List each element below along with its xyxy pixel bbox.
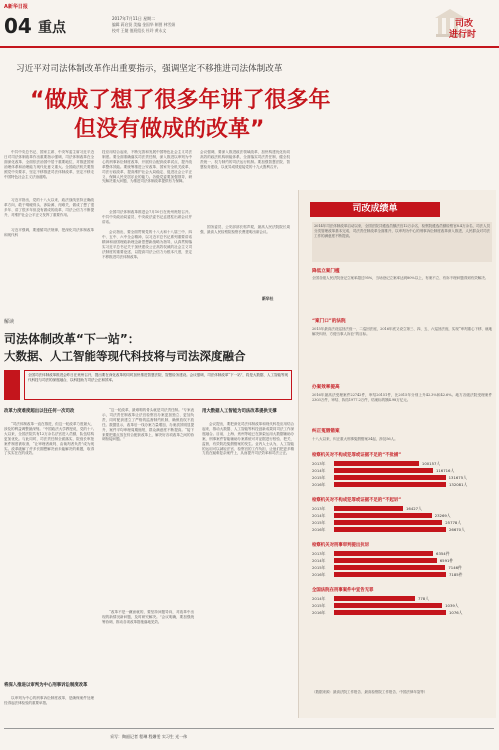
bar bbox=[334, 468, 433, 473]
bar-value-label: 131675人 bbox=[448, 474, 467, 480]
bar-category-label: 2016年 bbox=[312, 609, 326, 615]
editor-line-2: 校对 王婕 值班组长 杜玲 黄永文 bbox=[112, 28, 167, 33]
sidebar-text-2: 2015年最高法设巡回法庭一、二巡回法庭，2016年底又设立第三、四、五、六巡回法庭，实现“审判重心下移、就地解决纠纷、方便当事人诉讼”的目标。 bbox=[312, 327, 492, 336]
bar bbox=[334, 520, 442, 525]
footer-rule bbox=[4, 728, 494, 729]
bar-value-label: 1039人 bbox=[445, 602, 459, 608]
bar-category-label: 2016年 bbox=[312, 526, 326, 532]
page-number: 04 bbox=[4, 14, 32, 38]
bar bbox=[334, 572, 446, 577]
lead-body-col3: 会议强调，要深入推进政法领域改革，加快构建优化协同高效的政法机构职能体系，全面落实司法责任制，健全权责统一、权力制约的司法运行机制。要加强智慧法院、智慧检务建设，以优异成绩迎接党的十九大胜利召开。 bbox=[200, 150, 290, 169]
summary-accent bbox=[4, 370, 20, 400]
bar-category-label: 2014年 bbox=[312, 512, 326, 518]
sidebar-charts bbox=[312, 452, 494, 688]
bar-value-label: 132081人 bbox=[449, 481, 468, 487]
bar bbox=[334, 513, 432, 518]
chart-source: （数据来源：最高法院工作报告、最高检察院工作报告、中国法律年鉴等） bbox=[312, 690, 428, 694]
bar-category-label: 2013年 bbox=[312, 460, 326, 466]
bar bbox=[334, 482, 446, 487]
lead-kicker: 习近平对司法体制改革作出重要指示，强调坚定不移推进司法体制改革 bbox=[16, 64, 283, 74]
second-headline-line1: 司法体制改革“下一站”： bbox=[4, 332, 140, 346]
date-line: 2017年7月11日 星期二 bbox=[112, 16, 156, 21]
bar-category-label: 2014年 bbox=[312, 595, 326, 601]
bar-value-label: 16427人 bbox=[405, 505, 422, 511]
bar-value-label: 23269人 bbox=[434, 512, 451, 518]
bar-value-label: 1076人 bbox=[449, 609, 463, 615]
second-headline-line2: 大数据、人工智能等现代科技将与司法深度融合 bbox=[4, 349, 246, 363]
column-logo-line2: 进行时 bbox=[449, 30, 477, 40]
bar-category-label: 2016年 bbox=[312, 571, 326, 577]
bar bbox=[334, 610, 446, 615]
lead-body-col2b: 全国司法体制改革推进会7月10日在贵州贵阳召开。中共中央政治局委员、中央政法委书记孟建柱出席会议并讲话。 bbox=[102, 210, 192, 224]
bar-value-label: 25778人 bbox=[445, 519, 462, 525]
bar bbox=[334, 565, 445, 570]
bar-value-label: 7185件 bbox=[449, 571, 463, 577]
editor-line: 编辑 蒋启贤 美编 金国华 制图 林雪娟 bbox=[112, 22, 175, 27]
sidebar-text-4: 十八大以来，纠正重大刑事冤假错案34起，涉及56人。 bbox=[312, 437, 398, 441]
bar bbox=[334, 475, 446, 480]
bar-value-label: 6591件 bbox=[439, 557, 454, 563]
column-logo-line1: 司改 bbox=[455, 19, 474, 29]
bar-value-label: 6354件 bbox=[436, 550, 450, 556]
sidebar-heading-3: 办案效率提高 bbox=[312, 385, 340, 390]
sidebar-heading-1: 降低立案门槛 bbox=[312, 269, 340, 274]
chart-title: 全国法院在刑事案件中宣告无罪 bbox=[312, 588, 374, 593]
bar bbox=[334, 596, 415, 601]
bar-value-label: 100157人 bbox=[421, 460, 441, 466]
second-sub2: 将深入推进以审判为中心刑事诉讼制度改革 bbox=[4, 683, 88, 688]
masthead-logo: A新华日报 bbox=[4, 4, 28, 10]
page-category: 重点 bbox=[38, 20, 66, 36]
bar bbox=[334, 551, 433, 556]
sidebar-text-3: 2016年最高法受理案件22742件，审结20151件，比2015年分别上升42.3%和42.6%。地方各级法院受理案件2303万件，审结、执结1977.2万件，结案标的额4.98万亿元。 bbox=[312, 393, 492, 402]
bar-category-label: 2015年 bbox=[312, 519, 326, 525]
lead-body-col1: 中共中央总书记、国家主席、中央军委主席习近平近日对司法体制改革作出重要指示强调，司法体制改革在全面深化改革、全面依法治国中居于重要地位，对推进国家治理体系和治理能力现代化意义重大。全国政法机关要按照党中央要求，坚定不移推进司法体制改革，坚定不移走中国特色社会主义法治道路。 bbox=[4, 150, 94, 179]
sidebar-heading-2: “案门口”的法院 bbox=[312, 319, 346, 324]
sidebar-title: 司改成绩单 bbox=[310, 202, 440, 217]
sidebar-text-1: 全国各级人民法院登记立案率超过95%，当场登记立案率达到80%以上，有案不立、有诉不理问题得到有效解决。 bbox=[312, 276, 489, 280]
chart-title: 检察机关对不构成犯罪或证据不足的“不批捕” bbox=[312, 453, 402, 458]
bar bbox=[334, 527, 446, 532]
bar-category-label: 2016年 bbox=[312, 481, 326, 487]
sidebar-heading-4: 纠正冤假错案 bbox=[312, 429, 340, 434]
bar-category-label: 2013年 bbox=[312, 505, 326, 511]
bar-value-label: 26670人 bbox=[449, 526, 465, 532]
bar-category-label: 2015年 bbox=[312, 564, 326, 570]
lead-body-col2: 技应用结合起来，不断完善和发展中国特色社会主义司法制度。要全面准确落实司法责任制，深入推进以审判为中心的刑事诉讼制度改革，开展综合配套改革试点，提升改革整体效能。要统筹推进公安改革、国家安全机关改革、司法行政改革，提高维护社会大局稳定、促进社会公平正义、保障人民安居乐业的能力。各级党委要加强领导，研究解决重大问题，为推进司法体制改革提供有力保障。 bbox=[102, 150, 192, 184]
second-col1: “司法体制改革一直在推进，但这一轮改革力度最大，涉及的利益调整最深刻。”中国政法大学教授说，党的十八大以来，全国法院共有12万余名法官进入员额，队伍结构更加优化。与此同时，司法责任制全面落实，院庭长审批案件制度被取消，“让审理者裁判、由裁判者负责”成为现实。改革破解了许多长期想解决而未能解决的难题，取得了实实在在的成效。 bbox=[4, 422, 94, 456]
summary-text: 全国司法体制改革推进会昨日在贵州召开，提出要在深化改革的同时加快推进智慧法院、智慧检务建设。会议强调，司法体制改革“下一站”，将是大数据、人工智能等现代科技与司法的深度融合，以科技助力司法公正和效率。 bbox=[28, 373, 288, 382]
bar bbox=[334, 603, 442, 608]
sidebar-intro: 2014年司法体制改革启动以来，全国法院共遴选员额法官12万余名，检察院遴选员额检察官8.4万余名，司法人员分类管理改革基本完成，司法责任制改革全面推开，以审判为中心的刑事诉讼制度改革深入推进，人民群众对司法工作的满意度不断提高。 bbox=[312, 222, 492, 262]
bar-category-label: 2015年 bbox=[312, 474, 326, 480]
second-col2: “这一轮改革，最难啃的骨头就是司法责任制。”专家表示，司法责任制改革让法官检察官办案更加独立、更加负责，同时配套建立了严格的监督制约机制，确保放权不放任。数据显示，改革后一线办案力量增加，办案质效明显提升，案件平均审理周期缩短，群众满意度不断提高。“接下来要把重点放在综合配套改革上，解决好各项改革之间的协调衔接问题。” bbox=[102, 408, 194, 442]
lead-byline: 新华社 bbox=[262, 296, 274, 301]
header-rule bbox=[0, 46, 499, 48]
bar bbox=[334, 461, 419, 466]
chart-title: 检察机关对不构成犯罪或证据不足的“不起诉” bbox=[312, 498, 402, 503]
bar-value-label: 7146件 bbox=[448, 564, 462, 570]
bar-category-label: 2015年 bbox=[312, 602, 326, 608]
bar-value-label: 778人 bbox=[417, 595, 430, 601]
second-col1b: 以审判为中心的刑事诉讼制度改革，是确保案件处理经得起法律检验的重要举措。 bbox=[4, 696, 94, 705]
second-sub3: 用大数据人工智能为司法改革提供支撑 bbox=[202, 409, 277, 414]
second-col3: 会议提出，要把深化司法体制改革和现代科技应用结合起来，推动大数据、人工智能等科技创新成果同司法工作深度融合。目前，上海、贵州等地已在探索运用大数据辅助办案，刑事案件智能辅助办案系统可对证据进行校验、把关、监督，有效防范冤假错案的发生。业内人士认为，人工智能的运用可以减轻法官、检察官的工作负担，让他们把更多精力放在疑难复杂案件上，从而提升司法效率和司法公正。 bbox=[202, 422, 294, 456]
second-byline: 采写：陶韶记者 程琳 程姗雯 实习生 光一伟 bbox=[110, 734, 188, 739]
lead-headline-line2: 但没有做成的改革” bbox=[74, 117, 265, 142]
chart-title: 检察机关对刑事审判提出抗诉 bbox=[312, 543, 370, 548]
bar bbox=[334, 506, 403, 511]
lead-body-col2c: 会议指出，要全面贯彻党的十八大和十八届三中、四中、五中、六中全会精神，以习近平总书记系列重要讲话精神和治国理政新理念新思想新战略为指导，认真贯彻落实习近平总书记关于加快建设公正高效权威的社会主义司法制度的重要论述，以提高司法公信力为根本尺度，坚定不移推进司法体制改革。 bbox=[102, 230, 192, 259]
bar-category-label: 2014年 bbox=[312, 467, 326, 473]
lead-body-col3b: 国务委员、公安部部长郭声琨，最高人民法院院长周强，最高人民检察院检察长曹建明出席会议。 bbox=[200, 225, 290, 234]
bar bbox=[334, 558, 437, 563]
bar-value-label: 116716人 bbox=[435, 467, 455, 473]
second-col2b: “改革不是一蹴而就的，要坚持问题导向，对改革中出现的新情况新问题，及时研究解决。”会议明确，要加强统筹协调，推动各项改革措施落地见效。 bbox=[102, 610, 194, 624]
lead-body-col1c: 习近平强调，要遵循司法规律，把深化司法体制改革和现代科 bbox=[4, 228, 94, 237]
second-sub1: 改革力度难度超出以往任何一次司改 bbox=[4, 409, 75, 414]
lead-body-col1b: 习近平指出，党的十八大以来，政法战线坚持正确改革方向，敢于啃硬骨头、涉险滩、闯难关，做成了想了很多年、讲了很多年但没有做成的改革，司法公信力不断提升，对维护社会公平正义发挥了重要作用。 bbox=[4, 198, 94, 217]
lead-headline-line1: “做成了想了很多年讲了很多年 bbox=[30, 88, 331, 113]
summary-box bbox=[24, 370, 292, 400]
bar-category-label: 2013年 bbox=[312, 550, 326, 556]
bar-category-label: 2014年 bbox=[312, 557, 326, 563]
second-kicker: 解读 bbox=[4, 319, 15, 325]
